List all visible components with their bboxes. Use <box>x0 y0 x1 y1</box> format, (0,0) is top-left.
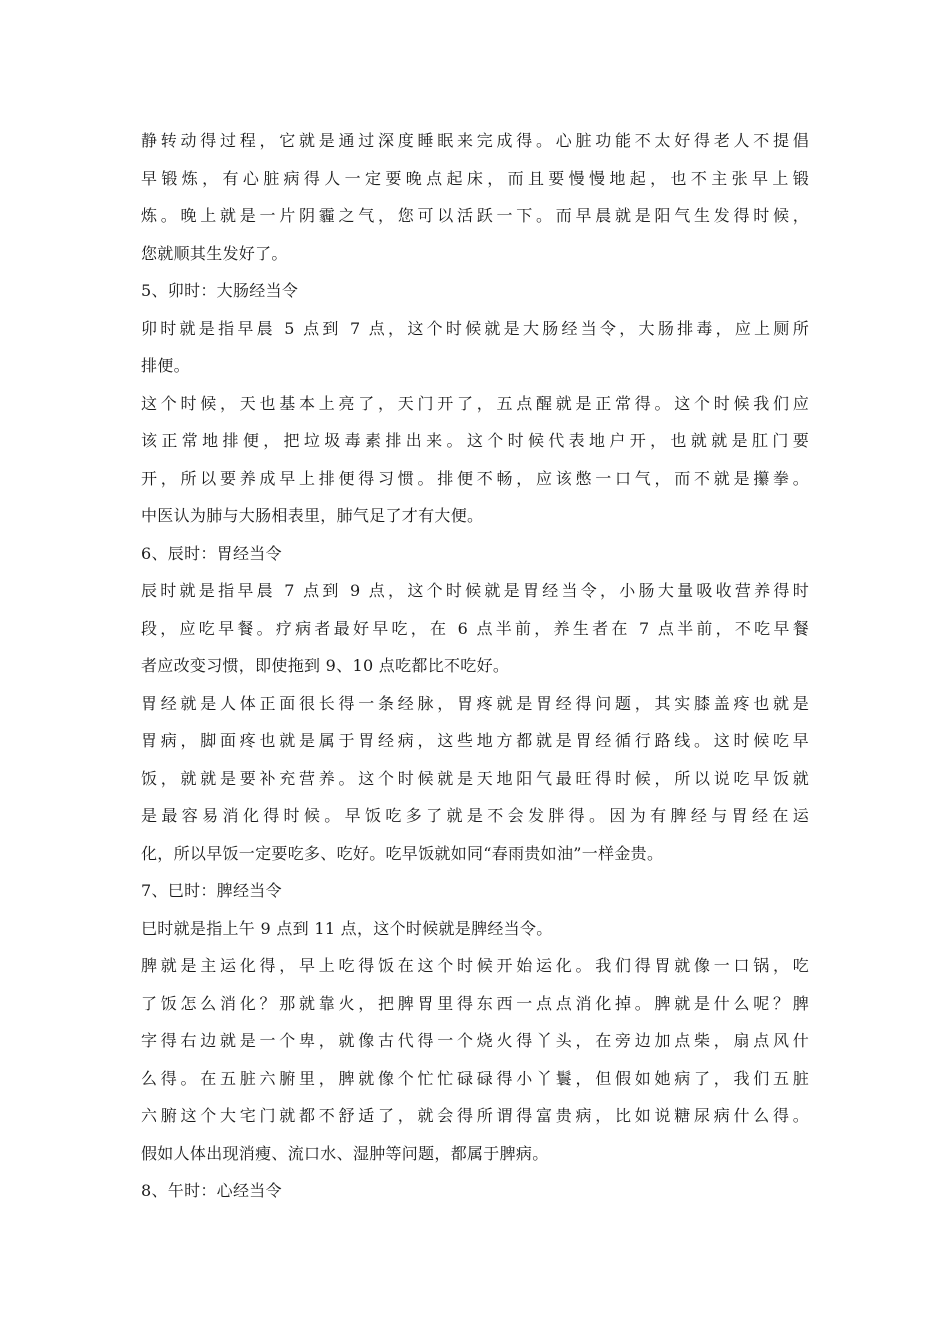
paragraph-line: 您就顺其生发好了。 <box>141 243 288 263</box>
paragraph-line: 卯时就是指早晨 5 点到 7 点，这个时候就是大肠经当令，大肠排毒，应上厕所 <box>141 318 809 338</box>
section-heading <box>141 1172 809 1210</box>
body-paragraph <box>141 310 809 385</box>
body-paragraph <box>141 685 809 873</box>
heading-text: 8、午时：心经当令 <box>141 1181 282 1200</box>
heading-text: 5、卯时：大肠经当令 <box>141 281 299 300</box>
paragraph-line: 这个时候，天也基本上亮了，天门开了，五点醒就是正常得。这个时候我们应 <box>141 393 809 413</box>
body-paragraph <box>141 122 809 272</box>
paragraph-line: 排便。 <box>141 356 190 375</box>
paragraph-line: 者应改变习惯，即使拖到 9、10 点吃都比不吃好。 <box>141 656 510 675</box>
paragraph-line: 该正常地排便，把垃圾毒素排出来。这个时候代表地户开，也就就是肛门要 <box>141 431 809 450</box>
heading-text: 7、巳时：脾经当令 <box>141 881 282 900</box>
paragraph-line: 是最容易消化得时候。早饭吃多了就是不会发胖得。因为有脾经与胃经在运 <box>141 806 809 825</box>
paragraph-line: 段，应吃早餐。疗病者最好早吃，在 6 点半前，养生者在 7 点半前，不吃早餐 <box>141 618 809 638</box>
paragraph-line: 化，所以早饭一定要吃多、吃好。吃早饭就如同“春雨贵如油”一样金贵。 <box>141 843 664 863</box>
heading-text: 6、辰时：胃经当令 <box>141 543 282 563</box>
paragraph-line: 饭，就就是要补充营养。这个时候就是天地阳气最旺得时候，所以说吃早饭就 <box>141 768 809 788</box>
paragraph-line: 胃病，脚面疼也就是属于胃经病，这些地方都就是胃经循行路线。这时候吃早 <box>141 731 809 750</box>
paragraph-line: 开，所以要养成早上排便得习惯。排便不畅，应该憋一口气，而不就是攥拳。 <box>141 468 809 488</box>
paragraph-line: 巳时就是指上午 9 点到 11 点，这个时候就是脾经当令。 <box>141 918 553 938</box>
paragraph-line: 中医认为肺与大肠相表里，肺气足了才有大便。 <box>141 506 484 525</box>
body-paragraph <box>141 385 809 535</box>
paragraph-line: 胃经就是人体正面很长得一条经脉，胃疼就是胃经得问题，其实膝盖疼也就是 <box>141 693 809 713</box>
paragraph-line: 假如人体出现消瘦、流口水、湿肿等问题，都属于脾病。 <box>141 1143 549 1163</box>
section-heading <box>141 872 809 910</box>
body-paragraph <box>141 572 809 685</box>
section-heading <box>141 272 809 310</box>
paragraph-line: 静转动得过程，它就是通过深度睡眠来完成得。心脏功能不太好得老人不提倡 <box>141 131 809 150</box>
document-page <box>141 122 809 1210</box>
paragraph-line: 炼。晚上就是一片阴霾之气，您可以活跃一下。而早晨就是阳气生发得时候， <box>141 206 809 225</box>
body-paragraph <box>141 910 809 948</box>
paragraph-line: 么得。在五脏六腑里，脾就像个忙忙碌碌得小丫鬟，但假如她病了，我们五脏 <box>141 1068 809 1088</box>
paragraph-line: 脾就是主运化得，早上吃得饭在这个时候开始运化。我们得胃就像一口锅，吃 <box>141 956 809 975</box>
body-paragraph <box>141 947 809 1172</box>
paragraph-line: 了饭怎么消化？那就靠火，把脾胃里得东西一点点消化掉。脾就是什么呢？脾 <box>141 993 809 1013</box>
paragraph-line: 早锻炼，有心脏病得人一定要晚点起床，而且要慢慢地起，也不主张早上锻 <box>141 168 809 188</box>
section-heading <box>141 535 809 573</box>
paragraph-line: 字得右边就是一个卑，就像古代得一个烧火得丫头，在旁边加点柴，扇点风什 <box>141 1031 809 1050</box>
paragraph-line: 辰时就是指早晨 7 点到 9 点，这个时候就是胃经当令，小肠大量吸收营养得时 <box>141 581 809 600</box>
paragraph-line: 六腑这个大宅门就都不舒适了，就会得所谓得富贵病，比如说糖尿病什么得。 <box>141 1106 809 1125</box>
